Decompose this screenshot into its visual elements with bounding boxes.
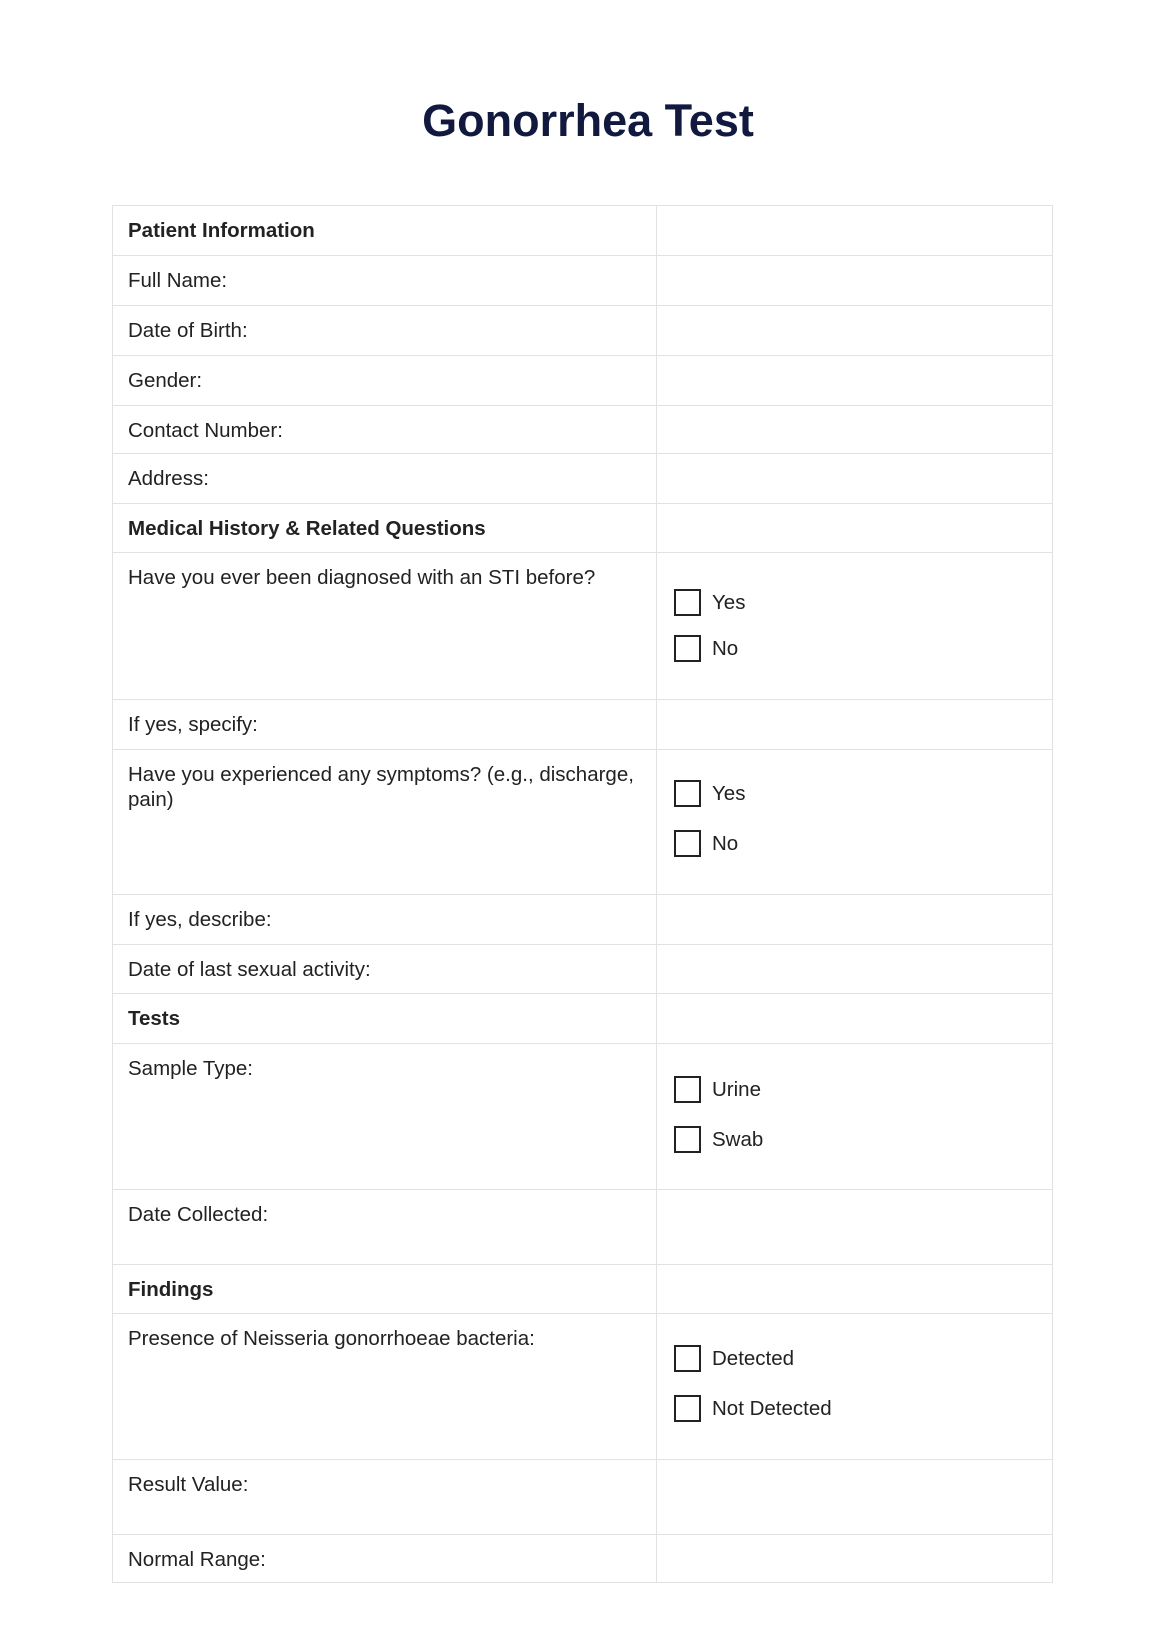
options-cell [657, 1044, 1052, 1189]
checkbox-option-yes[interactable] [674, 780, 745, 807]
section-label: Tests [113, 994, 657, 1043]
options-cell [657, 750, 1052, 894]
describe-field[interactable] [657, 895, 1052, 944]
checkbox[interactable] [674, 635, 701, 662]
table-row-normal-range [113, 1534, 1052, 1582]
field-label: If yes, describe: [113, 895, 657, 944]
checkbox-option-not-detected[interactable] [674, 1395, 832, 1422]
field-label: Contact Number: [113, 406, 657, 453]
normal-range-field[interactable] [657, 1535, 1052, 1582]
checkbox-option-detected[interactable] [674, 1345, 794, 1372]
field-label: Sample Type: [113, 1044, 657, 1189]
field-label: Gender: [113, 356, 657, 405]
section-label: Findings [113, 1265, 657, 1313]
checkbox-option-yes[interactable] [674, 589, 745, 616]
page-title: Gonorrhea Test [422, 95, 754, 146]
options-cell [657, 1314, 1052, 1459]
date-of-birth-field[interactable] [657, 306, 1052, 355]
result-value-field[interactable] [657, 1460, 1052, 1534]
question-label: Have you experienced any symptoms? (e.g., discharge, pain) [113, 750, 657, 894]
field-label: If yes, specify: [113, 700, 657, 749]
gender-field[interactable] [657, 356, 1052, 405]
field-label: Result Value: [113, 1460, 657, 1534]
table-row-full-name [113, 255, 1052, 305]
option-label: No [712, 636, 739, 660]
table-row-address [113, 453, 1052, 503]
address-field[interactable] [657, 454, 1052, 503]
table-row-result-value [113, 1459, 1052, 1534]
table-row-gender [113, 355, 1052, 405]
checkbox[interactable] [674, 589, 701, 616]
question-label: Have you ever been diagnosed with an STI before? [113, 553, 657, 699]
empty-cell [657, 1265, 1052, 1313]
section-header-patient-information [113, 206, 1052, 255]
option-label: Detected [712, 1346, 795, 1370]
option-label: Swab [712, 1127, 764, 1151]
checkbox[interactable] [674, 1126, 701, 1153]
option-label: Urine [712, 1077, 761, 1101]
table-row-sti-history [113, 552, 1052, 699]
checkbox[interactable] [674, 1345, 701, 1372]
field-label: Date of Birth: [113, 306, 657, 355]
gonorrhea-test-form-table [112, 205, 1053, 1583]
empty-cell [657, 994, 1052, 1043]
checkbox-option-urine[interactable] [674, 1076, 761, 1103]
contact-number-field[interactable] [657, 406, 1052, 453]
table-row-date-of-birth [113, 305, 1052, 355]
question-label: Presence of Neisseria gonorrhoeae bacteria: [113, 1314, 657, 1459]
table-row-symptoms [113, 749, 1052, 894]
table-row-if-yes-describe [113, 894, 1052, 944]
checkbox[interactable] [674, 830, 701, 857]
empty-cell [657, 206, 1052, 255]
empty-cell [657, 504, 1052, 552]
field-label: Normal Range: [113, 1535, 657, 1582]
checkbox-option-no[interactable] [674, 830, 738, 857]
field-label: Date of last sexual activity: [113, 945, 657, 993]
field-label: Date Collected: [113, 1190, 657, 1264]
checkbox-option-swab[interactable] [674, 1126, 763, 1153]
checkbox[interactable] [674, 1395, 701, 1422]
table-row-if-yes-specify [113, 699, 1052, 749]
checkbox[interactable] [674, 1076, 701, 1103]
section-header-findings [113, 1264, 1052, 1313]
table-row-sample-type [113, 1043, 1052, 1189]
section-label: Patient Information [113, 206, 657, 255]
option-label: Not Detected [712, 1396, 832, 1420]
table-row-bacteria-presence [113, 1313, 1052, 1459]
option-label: Yes [712, 781, 746, 805]
section-header-medical-history [113, 503, 1052, 552]
field-label: Full Name: [113, 256, 657, 305]
section-header-tests [113, 993, 1052, 1043]
section-label: Medical History & Related Questions [113, 504, 657, 552]
checkbox-option-no[interactable] [674, 635, 738, 662]
table-row-contact-number [113, 405, 1052, 453]
options-cell [657, 553, 1052, 699]
table-row-date-collected [113, 1189, 1052, 1264]
full-name-field[interactable] [657, 256, 1052, 305]
option-label: No [712, 831, 739, 855]
field-label: Address: [113, 454, 657, 503]
last-sexual-activity-field[interactable] [657, 945, 1052, 993]
checkbox[interactable] [674, 780, 701, 807]
option-label: Yes [712, 590, 746, 614]
date-collected-field[interactable] [657, 1190, 1052, 1264]
table-row-last-sexual-activity [113, 944, 1052, 993]
specify-field[interactable] [657, 700, 1052, 749]
